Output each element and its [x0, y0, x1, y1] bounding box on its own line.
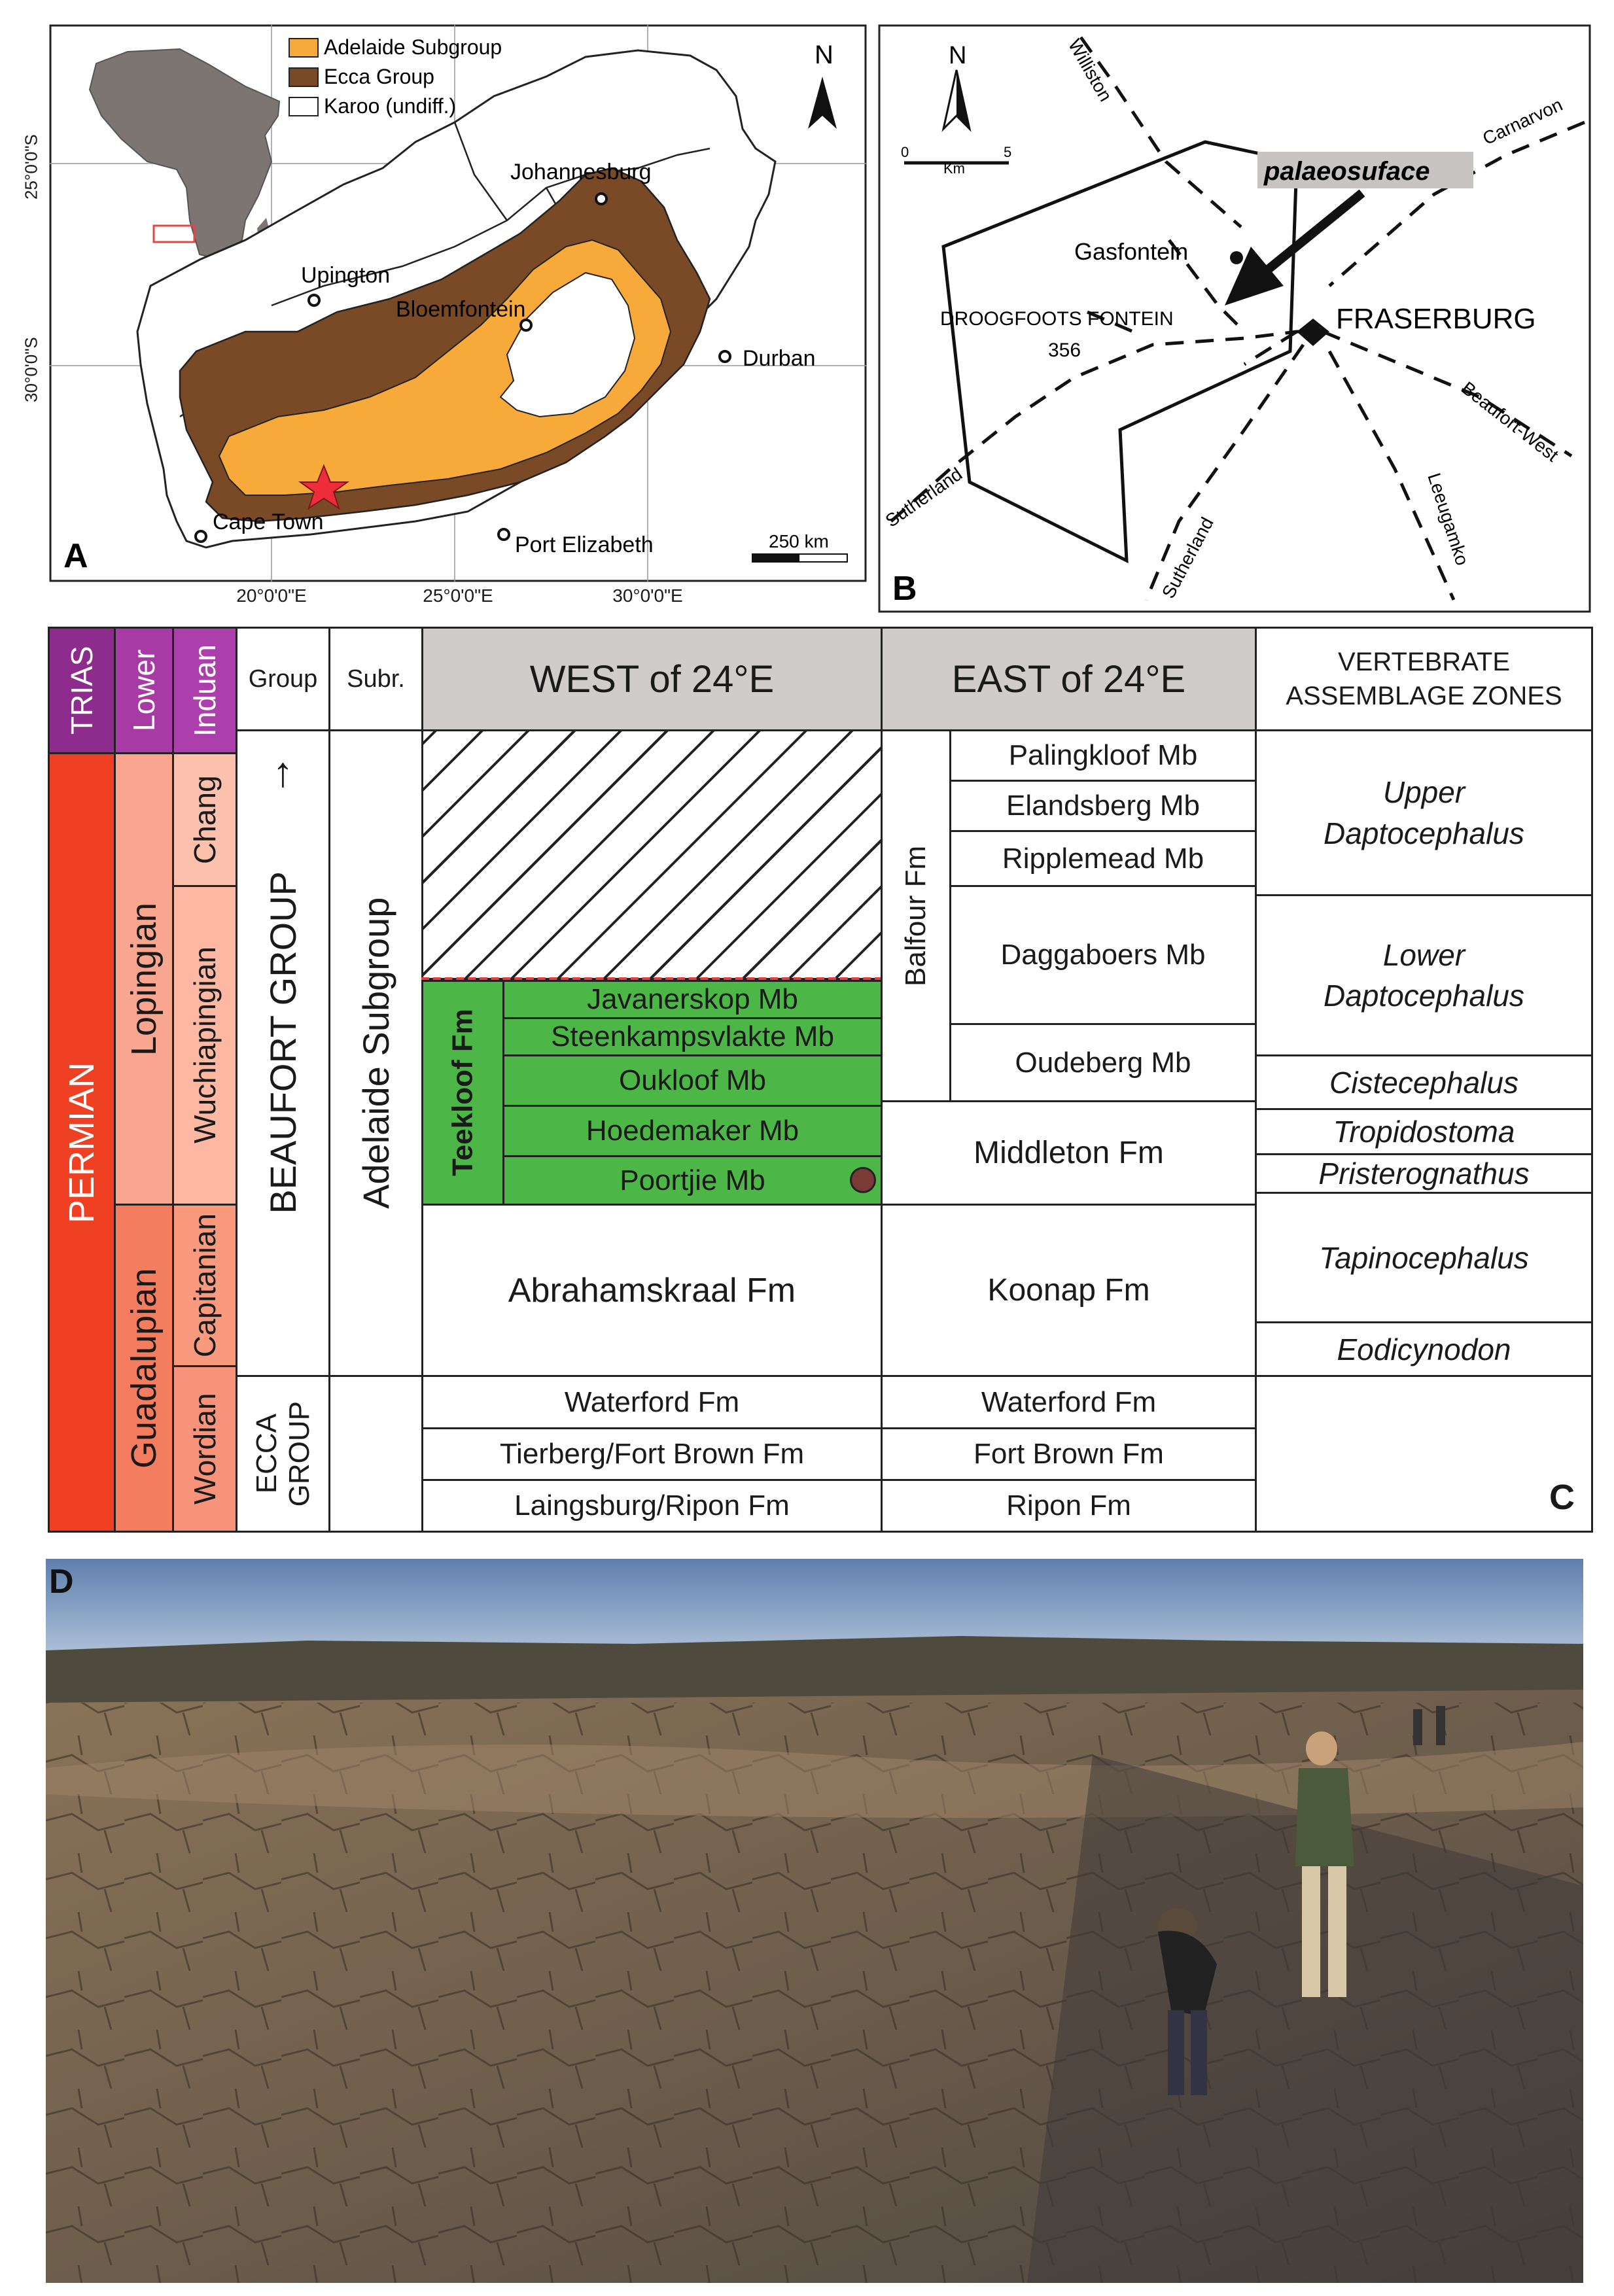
zone-lower-line2: Daptocephalus [1324, 979, 1524, 1013]
group-beaufort-label: BEAUFORT GROUP [262, 871, 304, 1214]
farm-name: DROOGFOOTS FONTEIN [940, 308, 1174, 330]
place-gasfontein: Gasfontein [1074, 238, 1189, 265]
legend-ecca: Ecca Group [324, 65, 434, 88]
east-ripon: Ripon Fm [881, 1479, 1257, 1533]
epoch-guadalupian: Guadalupian [114, 1204, 174, 1533]
west-member-poortjie: Poortjie Mb [502, 1155, 883, 1206]
city-bloemfontein: Bloemfontein [396, 297, 526, 322]
header-vaz-line2: ASSEMBLAGE ZONES [1286, 682, 1562, 710]
header-vaz-line1: VERTEBRATE [1337, 648, 1511, 676]
zone-lower-line1: Lower [1382, 937, 1465, 972]
west-member-javanerskop: Javanerskop Mb [502, 980, 883, 1019]
north-label-b: N [949, 42, 967, 69]
header-east: EAST of 24°E [881, 627, 1257, 731]
north-label-a: N [815, 41, 833, 69]
legend-swatch-adelaide [289, 39, 318, 57]
stage-wordian: Wordian [172, 1365, 237, 1533]
zone-tropidostoma: Tropidostoma [1255, 1108, 1593, 1155]
east-fort-brown: Fort Brown Fm [881, 1427, 1257, 1481]
group-ecca-line2: GROUP [283, 1400, 315, 1507]
subgroup-adelaide: Adelaide Subgroup [328, 729, 423, 1377]
road-williston: Williston [1064, 35, 1116, 105]
map-south-africa [49, 24, 867, 582]
panel-label-a: A [63, 537, 88, 575]
city-durban: Durban [743, 346, 816, 371]
west-member-oukloof: Oukloof Mb [502, 1054, 883, 1107]
city-upington: Upington [301, 263, 391, 288]
group-ecca-line1: ECCA [250, 1414, 283, 1494]
zone-tapinocephalus: Tapinocephalus [1255, 1192, 1593, 1323]
place-fraserburg: FRASERBURG [1336, 303, 1536, 335]
epoch-lopingian: Lopingian [114, 752, 174, 1206]
header-west: WEST of 24°E [421, 627, 883, 731]
lon-tick-25: 25°0'0"E [423, 585, 493, 606]
east-middleton: Middleton Fm [881, 1100, 1257, 1206]
east-koonap: Koonap Fm [881, 1204, 1257, 1377]
subgroup-ecca-empty [328, 1375, 423, 1533]
scale-b-5: 5 [1004, 144, 1012, 160]
west-member-steenkampsvlakte: Steenkampsvlakte Mb [502, 1017, 883, 1056]
legend-swatch-karoo [289, 97, 318, 116]
panel-c-stratigraphy [48, 627, 1593, 1533]
east-waterford: Waterford Fm [881, 1375, 1257, 1429]
group-ecca [236, 1375, 330, 1533]
map-fraserburg [878, 24, 1591, 613]
lat-tick-30: 30°0'0"S [21, 337, 41, 402]
header-subgroup: Subr. [328, 627, 423, 731]
period-permian: PERMIAN [48, 752, 116, 1533]
scale-bar-label: 250 km [769, 531, 829, 551]
east-balfour: Balfour Fm [881, 729, 951, 1102]
city-johannesburg: Johannesburg [510, 160, 652, 184]
road-carnarvon: Carnarvon [1479, 94, 1566, 149]
zone-eodicynodon: Eodicynodon [1255, 1321, 1593, 1377]
stage-capitanian: Capitanian [172, 1204, 237, 1367]
poortjie-locality-dot [850, 1167, 876, 1193]
east-member-daggaboers: Daggaboers Mb [949, 885, 1257, 1025]
zone-upper-line1: Upper [1382, 775, 1465, 810]
zone-pristerognathus: Pristerognathus [1255, 1153, 1593, 1194]
road-leeugamko: Leeugamko [1424, 470, 1473, 568]
legend-swatch-ecca [289, 68, 318, 86]
stage-induan: Induan [172, 627, 237, 754]
panel-label-d: D [49, 1563, 74, 1601]
farm-number: 356 [1048, 339, 1081, 361]
west-member-hoedemaker: Hoedemaker Mb [502, 1105, 883, 1157]
stage-wuchiapingian: Wuchiapingian [172, 885, 237, 1206]
east-member-palingkloof: Palingkloof Mb [949, 729, 1257, 782]
zone-upper-daptocephalus [1255, 729, 1593, 896]
west-laingsburg: Laingsburg/Ripon Fm [421, 1479, 883, 1533]
group-arrow: ↑ [272, 748, 294, 795]
scale-b-km: Km [943, 160, 965, 177]
lon-tick-20: 20°0'0"E [236, 585, 307, 606]
legend-karoo: Karoo (undiff.) [324, 94, 457, 118]
panel-a-map [49, 24, 867, 582]
road-sutherland-west: Sutherland [881, 463, 966, 531]
panel-label-b: B [892, 570, 917, 608]
east-member-elandsberg: Elandsberg Mb [949, 780, 1257, 832]
epoch-lower: Lower [114, 627, 174, 754]
header-vaz [1255, 627, 1593, 731]
city-cape-town: Cape Town [213, 510, 324, 534]
road-sutherland-south: Sutherland [1157, 513, 1218, 602]
legend-adelaide: Adelaide Subgroup [324, 35, 502, 59]
west-hatched-gap [421, 729, 883, 980]
photo-palaeosurface [46, 1559, 1583, 2283]
period-trias: TRIAS [48, 627, 116, 754]
city-port-elizabeth: Port Elizabeth [515, 532, 654, 557]
group-beaufort [236, 729, 330, 1377]
teekloof-fm: Teekloof Fm [421, 980, 504, 1206]
scale-b-0: 0 [901, 144, 909, 160]
west-abrahamskraal: Abrahamskraal Fm [421, 1204, 883, 1377]
lat-tick-25: 25°0'0"S [21, 134, 41, 200]
panel-b-map [878, 24, 1591, 613]
west-tierberg: Tierberg/Fort Brown Fm [421, 1427, 883, 1481]
east-member-oudeberg: Oudeberg Mb [949, 1023, 1257, 1102]
zone-lower-daptocephalus [1255, 894, 1593, 1056]
east-member-ripplemead: Ripplemead Mb [949, 830, 1257, 887]
stage-chang: Chang [172, 752, 237, 887]
panel-d-photograph [46, 1559, 1583, 2283]
zone-ecca-empty [1255, 1375, 1593, 1533]
zone-cistecephalus: Cistecephalus [1255, 1054, 1593, 1110]
lon-tick-30: 30°0'0"E [612, 585, 683, 606]
palaeosurface-label: palaeosuface [1264, 157, 1430, 186]
zone-upper-line2: Daptocephalus [1324, 816, 1524, 850]
gasfontein-marker [1230, 251, 1243, 264]
panel-label-c: C [1549, 1478, 1575, 1517]
west-waterford: Waterford Fm [421, 1375, 883, 1429]
road-beaufort-west: Beaufort-West [1458, 377, 1563, 466]
header-group: Group [236, 627, 330, 731]
